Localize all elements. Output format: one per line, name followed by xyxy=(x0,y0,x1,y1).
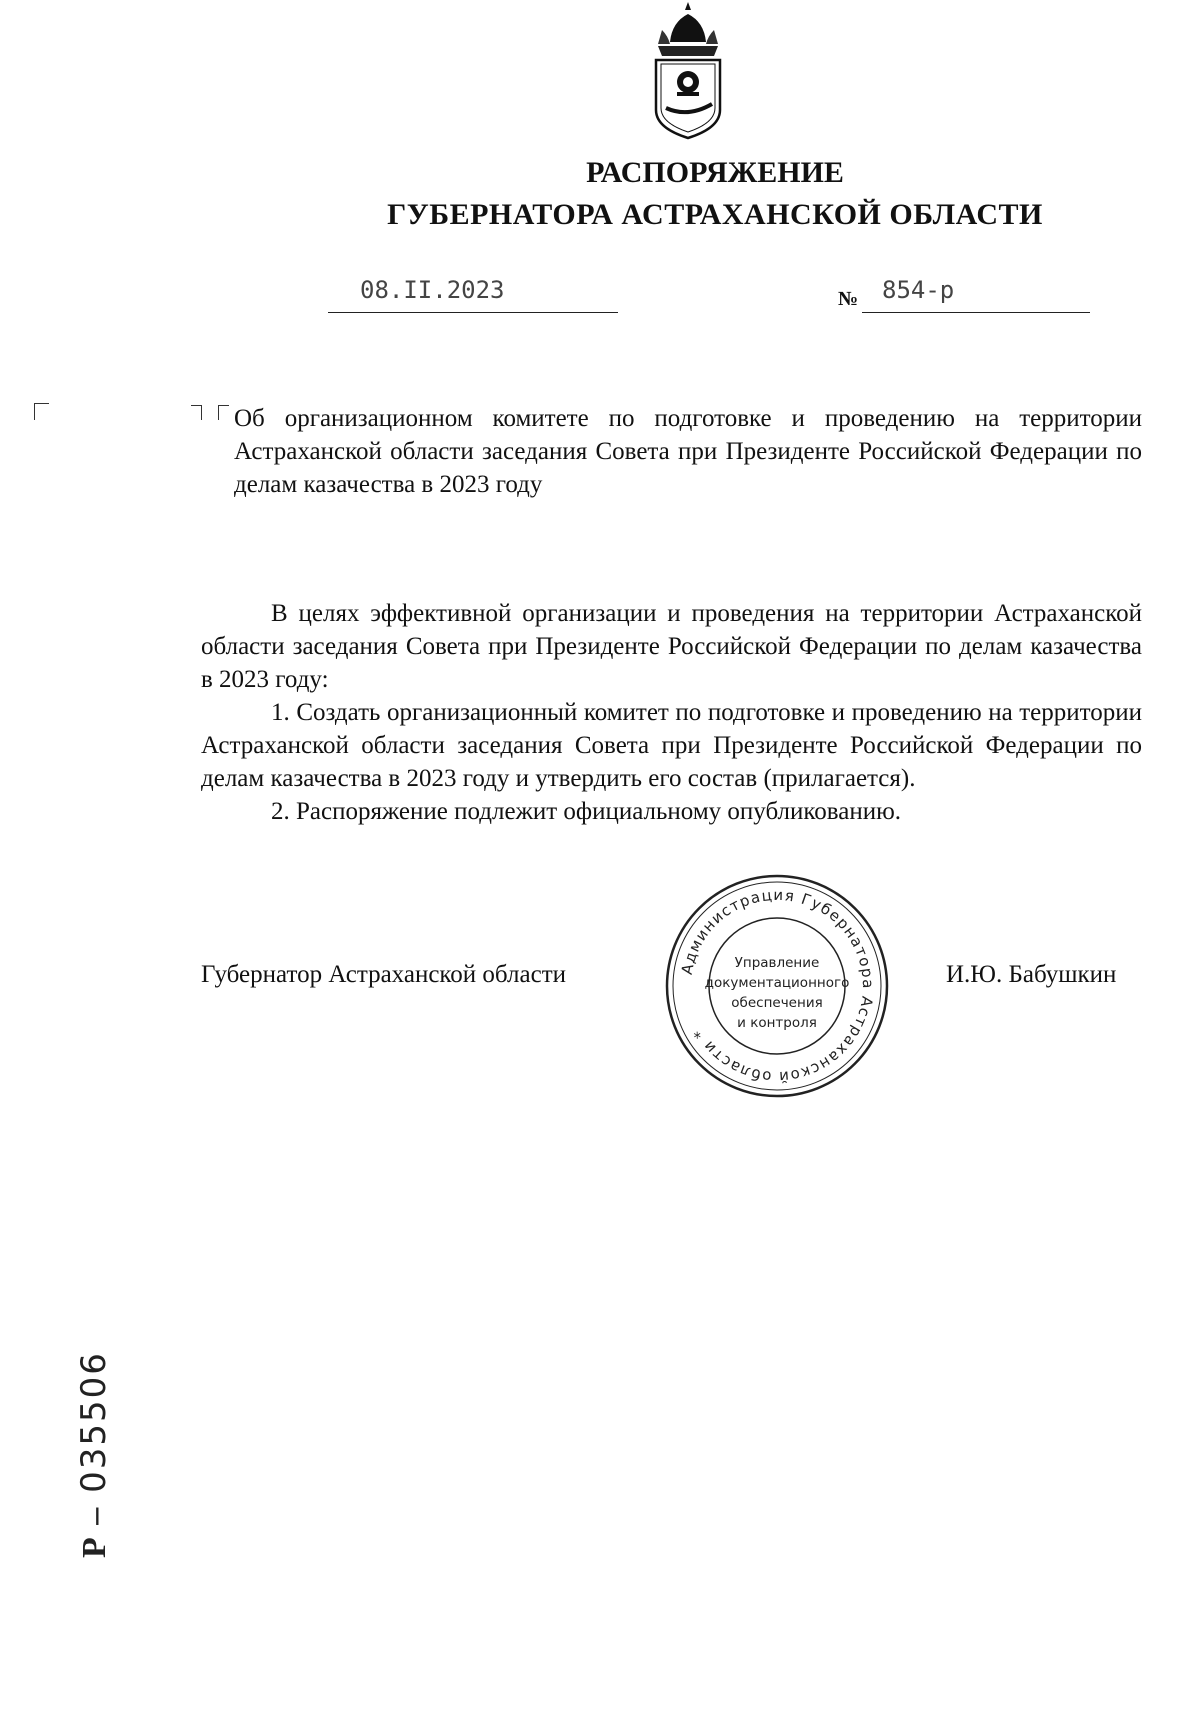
document-title: РАСПОРЯЖЕНИЕ xyxy=(586,156,844,189)
seal-line-1: Управление xyxy=(734,955,820,971)
number-value: 854-р xyxy=(882,276,955,304)
seal-line-3: обеспечения xyxy=(731,995,823,1011)
svg-text:Администрация Губернатора Астр: Администрация Губернатора Астраханской области * xyxy=(677,885,878,1087)
registration-prefix: Р – xyxy=(76,1505,113,1558)
number-field xyxy=(862,276,1090,313)
date-field xyxy=(328,276,618,313)
number-label: № xyxy=(838,288,859,310)
registration-value: 035506 xyxy=(74,1351,114,1493)
body-item-1: 1. Создать организационный комитет по подготовке и проведению на территории Астраханской области заседания Совета при Президенте Российской Федерации по делам казачества в 2023 году и утвердить его состав (прилагается). xyxy=(201,699,1142,792)
document-subject: Об организационном комитете по подготовке и проведению на территории Астраханской области заседания Совета при Президенте Российской Федерации по делам казачества в 2023 году xyxy=(234,405,1142,498)
date-value: 08.II.2023 xyxy=(360,276,505,304)
corner-mark xyxy=(34,403,49,420)
subject-bracket-left xyxy=(191,405,202,420)
body-item-2: 2. Распоряжение подлежит официальному опубликованию. xyxy=(271,798,902,825)
signatory-name: И.Ю. Бабушкин xyxy=(946,961,1117,988)
body-intro: В целях эффективной организации и проведения на территории Астраханской области заседания Совета при Президенте Российской Федерации по делам казачества в 2023 году: xyxy=(201,600,1142,693)
seal-line-4: и контроля xyxy=(737,1015,817,1031)
registration-number xyxy=(74,1351,114,1558)
document-body xyxy=(201,597,1142,828)
signatory-title: Губернатор Астраханской области xyxy=(201,961,567,988)
coat-of-arms-emblem xyxy=(648,0,728,142)
official-seal xyxy=(663,872,891,1100)
seal-line-2: документационного xyxy=(704,975,850,991)
subject-bracket-right xyxy=(218,405,229,420)
document-issuer: ГУБЕРНАТОРА АСТРАХАНСКОЙ ОБЛАСТИ xyxy=(387,198,1043,231)
